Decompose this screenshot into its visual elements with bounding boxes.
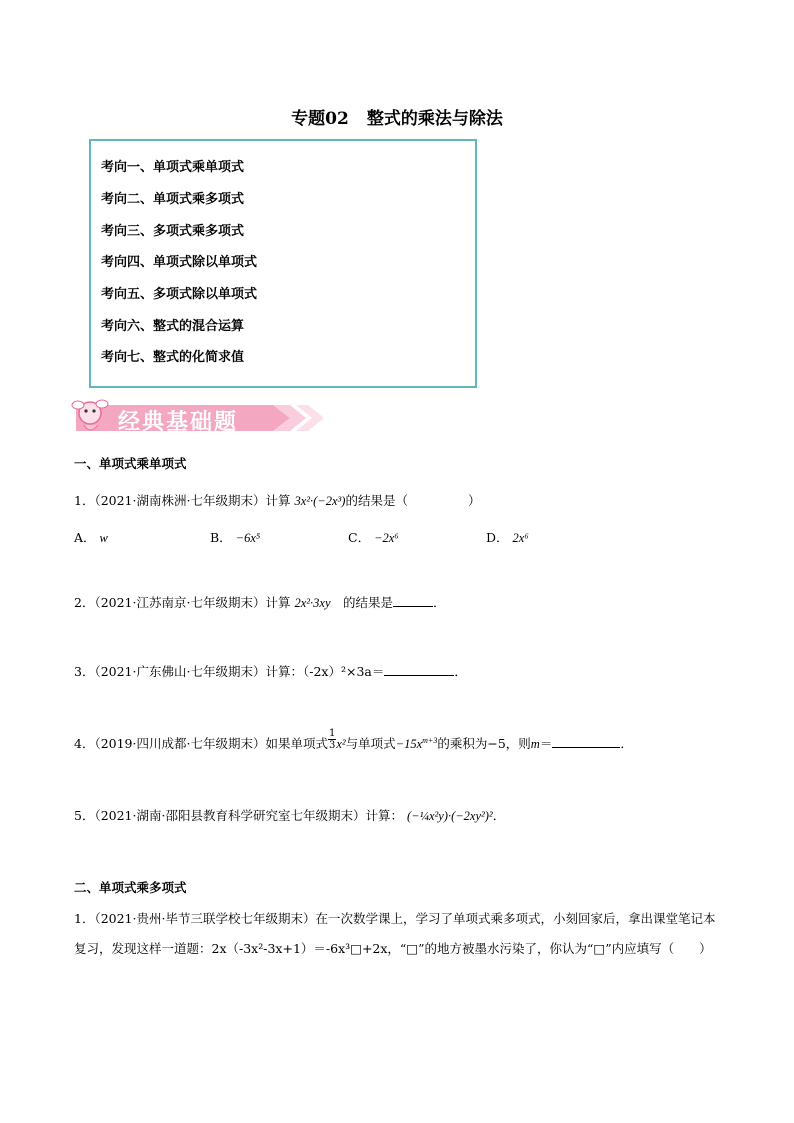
toc-item: 考向一、单项式乘单项式 (101, 160, 245, 175)
toc-item: 考向三、多项式乘多项式 (101, 224, 245, 239)
question-5: 5．（2021·湖南·邵阳县教育科学研究室七年级期末）计算： (−¼x²y)·(−2xy²)²． (74, 808, 506, 823)
toc-item: 考向五、多项式除以单项式 (101, 287, 258, 302)
option-a[interactable]: A． w (74, 530, 108, 545)
toc-item: 考向二、单项式乘多项式 (101, 192, 245, 207)
toc-box (89, 139, 477, 388)
answer-blank[interactable] (384, 663, 454, 676)
toc-item: 考向七、整式的化简求值 (101, 350, 245, 365)
option-c[interactable]: C． −2x⁶ (348, 530, 399, 545)
fraction: $\frac{1}{3}$ (328, 728, 336, 751)
section-heading: 二、单项式乘多项式 (74, 880, 187, 895)
toc-item: 考向六、整式的混合运算 (101, 319, 245, 334)
option-b[interactable]: B． −6x⁵ (210, 530, 261, 545)
toc-item: 考向四、单项式除以单项式 (101, 255, 258, 270)
question-6: 1．（2021·贵州·毕节三联学校七年级期末）在一次数学课上，学习了单项式乘多项式，小刻回家后，拿出课堂笔记本复习，发现这样一道题：2x（-3x²-3x+1）＝-6x³□+2x，“□”的地方被墨水污染了，你认为“□”内应填写（ ） (74, 911, 716, 956)
question-1: 1．（2021·湖南株洲·七年级期末）计算 3x²·(−2x³)的结果是（ ） (74, 493, 481, 508)
question-4: 4．（2019·四川成都·七年级期末）如果单项式 $\frac{1}{3}$ x²与单项式$-15x^{m+3}$的乘积为−5，则m＝ ． (74, 728, 633, 751)
question-2: 2．（2021·江苏南京·七年级期末）计算 2x²·3xy 的结果是 ． (74, 595, 446, 610)
answer-blank[interactable] (393, 594, 433, 607)
section-banner (68, 395, 328, 441)
page-title: 专题02 整式的乘法与除法 (291, 109, 503, 129)
section-heading: 一、单项式乘单项式 (74, 456, 187, 471)
math-expression: 3x²·(−2x³) (294, 494, 346, 508)
answer-blank[interactable] (552, 735, 620, 748)
math-expression: (−¼x²y)·(−2xy²)² (406, 809, 493, 823)
question-3: 3．（2021·广东佛山·七年级期末）计算：（-2x）²×3a＝ ． (74, 664, 467, 679)
banner-label: 经典基础题 (118, 410, 239, 435)
option-d[interactable]: D． 2x⁶ (486, 530, 529, 545)
